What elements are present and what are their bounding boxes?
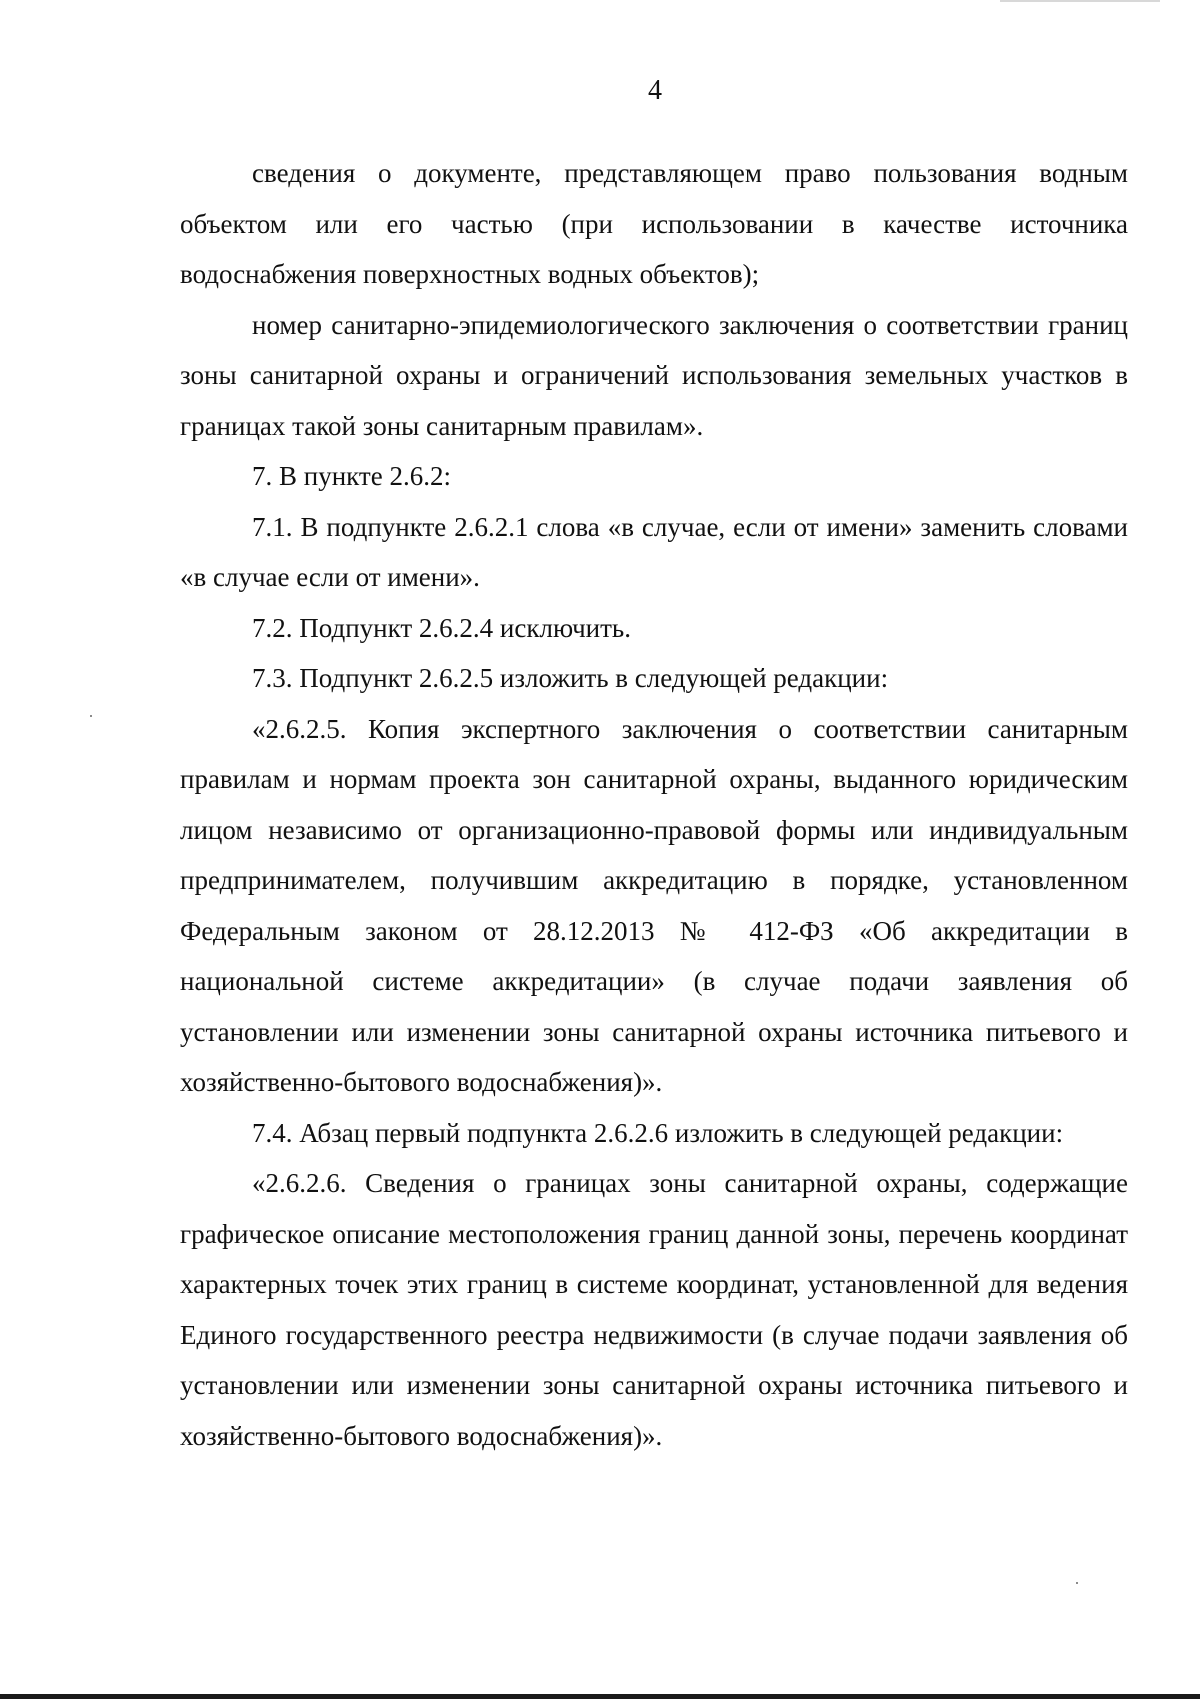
paragraph-subitem-2-6-2-6: «2.6.2.6. Сведения о границах зоны санитарной охраны, содержащие графическое описание местоположения границ данной зоны, перечень координат характерных точек этих границ в системе координат, установленной для ведения Единого государственного реестра недвижимости (в случае подачи заявления об установлении или изменении зоны санитарной охраны источника питьевого и хозяйственно-бытового водоснабжения)». bbox=[180, 1168, 1128, 1451]
paragraph-water-use-document: сведения о документе, представляющем право пользования водным объектом или его частью (при использовании в качестве источника водоснабжения поверхностных водных объектов); bbox=[180, 158, 1128, 289]
document-body bbox=[180, 148, 1128, 1461]
paragraph-item-7-2: 7.2. Подпункт 2.6.2.4 исключить. bbox=[252, 612, 631, 643]
scan-artifact-top bbox=[1000, 0, 1160, 2]
paragraph-item-7-4: 7.4. Абзац первый подпункта 2.6.2.6 изложить в следующей редакции: bbox=[252, 1117, 1064, 1148]
paragraph-sanitary-conclusion-number: номер санитарно-эпидемиологического заключения о соответствии границ зоны санитарной охраны и ограничений использования земельных участков в границах такой зоны санитарным правилам». bbox=[180, 309, 1128, 441]
scan-speck bbox=[90, 715, 92, 717]
paragraph-item-7: 7. В пункте 2.6.2: bbox=[252, 461, 451, 491]
paragraph-item-7-1: 7.1. В подпункте 2.6.2.1 слова «в случае, если от имени» заменить словами «в случае если от имени». bbox=[180, 511, 1128, 592]
scan-speck bbox=[1076, 1582, 1078, 1584]
scan-artifact-bottom bbox=[0, 1694, 1200, 1699]
paragraph-item-7-3: 7.3. Подпункт 2.6.2.5 изложить в следующей редакции: bbox=[252, 663, 889, 693]
paragraph-subitem-2-6-2-5: «2.6.2.5. Копия экспертного заключения о соответствии санитарным правилам и нормам проекта зон санитарной охраны, выданного юридическим лицом независимо от организационно-правовой формы или индивидуальным предпринимателем, получившим аккредитацию в порядке, установленном Федеральным законом от 28.12.2013 № 412-ФЗ «Об аккредитации в национальной системе аккредитации» (в случае подачи заявления об установлении или изменении зоны санитарной охраны источника питьевого и хозяйственно-бытового водоснабжения)». bbox=[180, 713, 1128, 1097]
page-number: 4 bbox=[648, 75, 662, 106]
